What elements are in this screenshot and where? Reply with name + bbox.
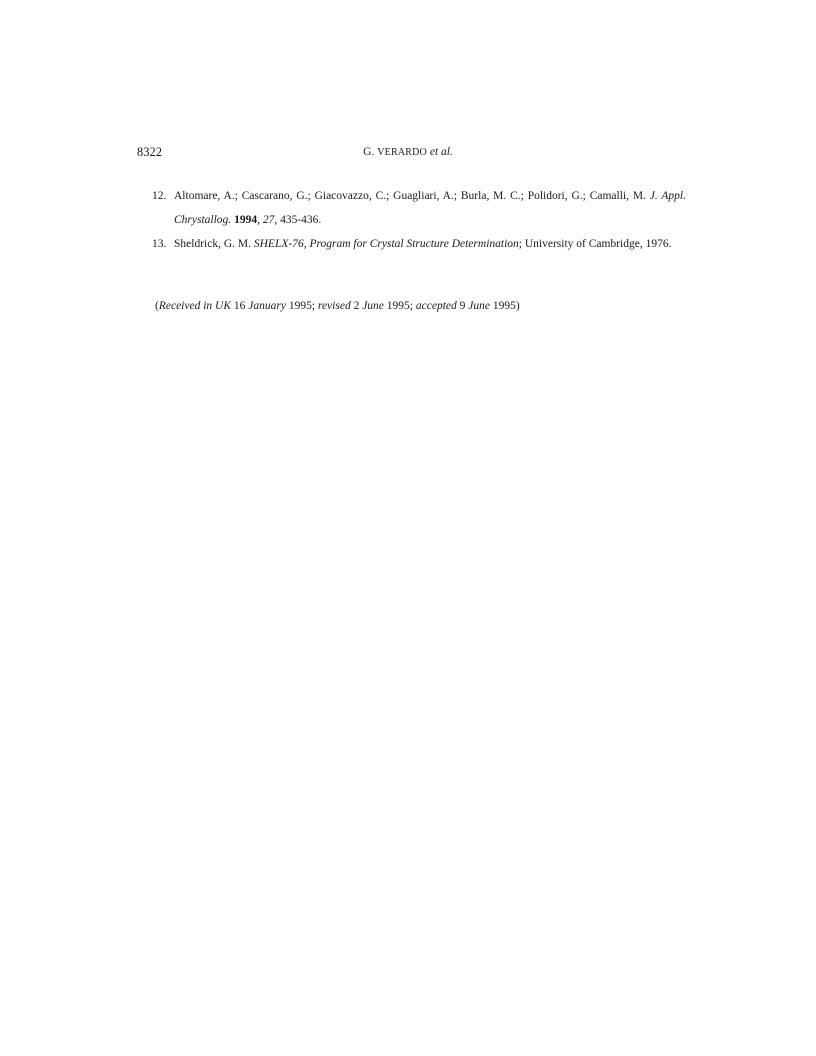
accepted-year: 1995) <box>489 300 520 312</box>
reference-authors: Sheldrick, G. M. <box>174 238 254 250</box>
reference-journal: J. Appl. Chrystallog. <box>174 190 686 226</box>
page-number: 8322 <box>137 145 162 159</box>
running-head <box>0 146 816 158</box>
received-year: 1995; <box>285 300 318 312</box>
reference-list <box>152 184 686 256</box>
reference-number: 13. <box>152 238 167 250</box>
revised-month: June <box>362 300 384 312</box>
received-month: January <box>248 300 286 312</box>
reference-authors: Altomare, A.; Cascarano, G.; Giacovazzo, C.; Guagliari, A.; Burla, M. C.; Polidori, G.; Camalli, M. <box>174 190 650 202</box>
author-initial: G. <box>363 146 378 158</box>
received-date: 16 <box>231 300 249 312</box>
revised-date: 2 <box>350 300 363 312</box>
reference-item: 12. Altomare, A.; Cascarano, G.; Giacovazzo, C.; Guagliari, A.; Burla, M. C.; Polidori, G.; Camalli, M. J. Appl. Chrystallog. 1994, 27, 435-436. <box>152 184 686 232</box>
reference-volume: 27 <box>262 214 275 226</box>
reference-pages: , 435-436. <box>274 214 322 226</box>
paren-open: ( <box>155 300 159 312</box>
reference-title: SHELX-76, Program for Crystal Structure Determination <box>253 238 519 250</box>
author-surname: VERARDO <box>377 147 427 158</box>
received-note <box>155 300 520 312</box>
revised-label: revised <box>317 300 351 312</box>
accepted-date: 9 <box>456 300 469 312</box>
et-al: et al. <box>429 146 453 158</box>
accepted-month: June <box>468 300 490 312</box>
received-label: Received in UK <box>158 300 232 312</box>
accepted-label: accepted <box>415 300 457 312</box>
revised-year: 1995; <box>383 300 416 312</box>
reference-publisher: ; University of Cambridge, 1976. <box>518 238 672 250</box>
reference-item <box>152 232 686 256</box>
reference-year: 1994 <box>234 214 258 226</box>
reference-number: 12. <box>152 190 167 202</box>
